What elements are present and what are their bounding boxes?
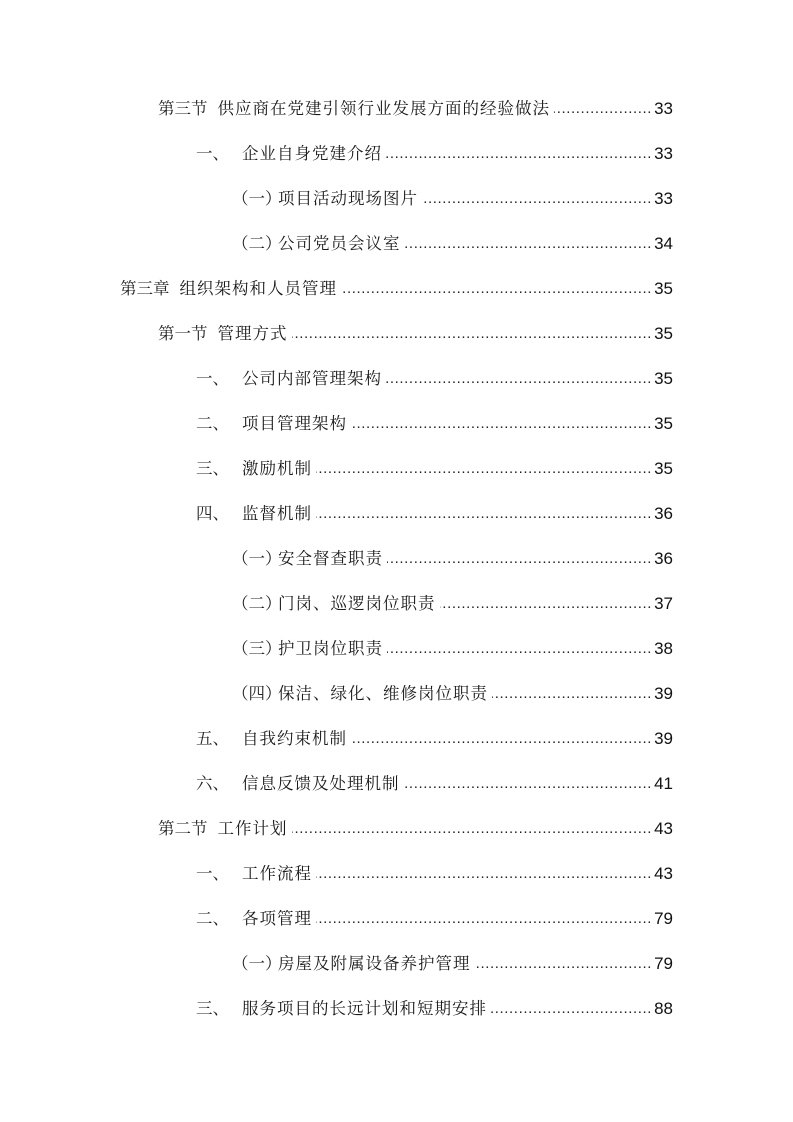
toc-entry-title: 各项管理 xyxy=(242,909,312,928)
toc-entry-subitem[interactable] xyxy=(232,547,673,571)
toc-entry-item[interactable] xyxy=(196,412,673,436)
toc-entry-section[interactable] xyxy=(158,322,673,346)
dot-leader xyxy=(351,412,652,436)
toc-entry-title: 安全督查职责 xyxy=(278,549,383,568)
toc-entry-subitem[interactable] xyxy=(232,187,673,211)
toc-entry-number: 三、 xyxy=(196,459,229,478)
dot-leader xyxy=(351,727,652,751)
toc-entry-number: （三） xyxy=(232,639,282,658)
toc-entry-title: 服务项目的长远计划和短期安排 xyxy=(242,999,487,1018)
toc-entry-number: 第三章 xyxy=(120,279,170,298)
toc-entry-title: 供应商在党建引领行业发展方面的经验做法 xyxy=(217,99,550,118)
toc-entry-page: 41 xyxy=(654,774,673,793)
toc-entry-title: 门岗、巡逻岗位职责 xyxy=(278,594,436,613)
toc-entry-page: 35 xyxy=(654,279,673,298)
toc-entry-title: 保洁、绿化、维修岗位职责 xyxy=(278,684,488,703)
toc-entry-number: （二） xyxy=(232,234,282,253)
dot-leader xyxy=(386,142,652,166)
toc-entry-item[interactable] xyxy=(196,457,673,481)
dot-leader xyxy=(387,637,652,661)
toc-entry-number: 二、 xyxy=(196,909,229,928)
toc-entry-number: 第三节 xyxy=(158,99,208,118)
toc-entry-title: 护卫岗位职责 xyxy=(278,639,383,658)
toc-entry-number: （二） xyxy=(232,594,282,613)
toc-entry-page: 39 xyxy=(654,684,673,703)
toc-entry-number: 第二节 xyxy=(158,819,208,838)
toc-entry-page: 35 xyxy=(654,369,673,388)
toc-entry-number: 一、 xyxy=(196,144,229,163)
dot-leader xyxy=(292,322,653,346)
toc-entry-page: 43 xyxy=(654,864,673,883)
toc-entry-page: 88 xyxy=(654,999,673,1018)
dot-leader xyxy=(440,592,653,616)
dot-leader xyxy=(387,547,652,571)
dot-leader xyxy=(316,457,652,481)
toc-entry-item[interactable] xyxy=(196,502,673,526)
toc-entry-title: 信息反馈及处理机制 xyxy=(242,774,400,793)
toc-entry-number: 四、 xyxy=(196,504,229,523)
dot-leader xyxy=(422,187,652,211)
toc-entry-number: 二、 xyxy=(196,414,229,433)
toc-entry-item[interactable] xyxy=(196,142,673,166)
toc-entry-page: 35 xyxy=(654,414,673,433)
toc-entry-page: 79 xyxy=(654,954,673,973)
dot-leader xyxy=(554,97,652,121)
toc-entry-page: 37 xyxy=(654,594,673,613)
toc-entry-number: （四） xyxy=(232,684,282,703)
dot-leader xyxy=(316,502,652,526)
toc-entry-item[interactable] xyxy=(196,367,673,391)
toc-entry-title: 工作流程 xyxy=(242,864,312,883)
toc-entry-title: 激励机制 xyxy=(242,459,312,478)
toc-entry-page: 35 xyxy=(654,459,673,478)
dot-leader xyxy=(316,907,652,931)
toc-entry-title: 监督机制 xyxy=(242,504,312,523)
toc-entry-page: 33 xyxy=(654,189,673,208)
toc-entry-title: 自我约束机制 xyxy=(242,729,347,748)
toc-entry-page: 33 xyxy=(654,99,673,118)
toc-entry-number: （一） xyxy=(232,189,282,208)
dot-leader xyxy=(492,682,652,706)
toc-entry-item[interactable] xyxy=(196,862,673,886)
dot-leader xyxy=(475,952,653,976)
toc-entry-section[interactable] xyxy=(158,817,673,841)
toc-entry-page: 36 xyxy=(654,549,673,568)
toc-entry-number: （一） xyxy=(232,549,282,568)
toc-entry-title: 企业自身党建介绍 xyxy=(242,144,382,163)
dot-leader xyxy=(316,862,652,886)
toc-entry-page: 43 xyxy=(654,819,673,838)
toc-entry-section[interactable] xyxy=(158,97,673,121)
toc-entry-item[interactable] xyxy=(196,727,673,751)
toc-entry-subitem[interactable] xyxy=(232,592,673,616)
toc-entry-subitem[interactable] xyxy=(232,637,673,661)
toc-entry-page: 36 xyxy=(654,504,673,523)
toc-entry-number: 第一节 xyxy=(158,324,208,343)
toc-entry-item[interactable] xyxy=(196,997,673,1021)
toc-entry-subitem[interactable] xyxy=(232,682,673,706)
toc-entry-page: 33 xyxy=(654,144,673,163)
toc-entry-number: 一、 xyxy=(196,864,229,883)
toc-entry-number: 三、 xyxy=(196,999,229,1018)
toc-entry-page: 34 xyxy=(654,234,673,253)
toc-entry-title: 项目管理架构 xyxy=(242,414,347,433)
toc-entry-title: 公司内部管理架构 xyxy=(242,369,382,388)
toc-entry-subitem[interactable] xyxy=(232,952,673,976)
dot-leader xyxy=(341,277,652,301)
toc-entry-subitem[interactable] xyxy=(232,232,673,256)
toc-entry-number: 一、 xyxy=(196,369,229,388)
toc-entry-page: 38 xyxy=(654,639,673,658)
toc-entry-title: 工作计划 xyxy=(217,819,288,838)
toc-entry-title: 项目活动现场图片 xyxy=(278,189,418,208)
toc-entry-number: （一） xyxy=(232,954,282,973)
toc-entry-page: 39 xyxy=(654,729,673,748)
toc-entry-item[interactable] xyxy=(196,772,673,796)
toc-entry-title: 房屋及附属设备养护管理 xyxy=(278,954,471,973)
dot-leader xyxy=(404,772,653,796)
toc-entry-title: 管理方式 xyxy=(217,324,288,343)
toc-entry-title: 公司党员会议室 xyxy=(278,234,401,253)
toc-entry-number: 五、 xyxy=(196,729,229,748)
dot-leader xyxy=(386,367,652,391)
dot-leader xyxy=(292,817,653,841)
dot-leader xyxy=(491,997,652,1021)
toc-entry-title: 组织架构和人员管理 xyxy=(179,279,337,298)
toc-entry-chapter[interactable] xyxy=(120,277,673,301)
dot-leader xyxy=(405,232,653,256)
toc-entry-page: 35 xyxy=(654,324,673,343)
toc-entry-page: 79 xyxy=(654,909,673,928)
toc-entry-number: 六、 xyxy=(196,774,229,793)
toc-entry-item[interactable] xyxy=(196,907,673,931)
